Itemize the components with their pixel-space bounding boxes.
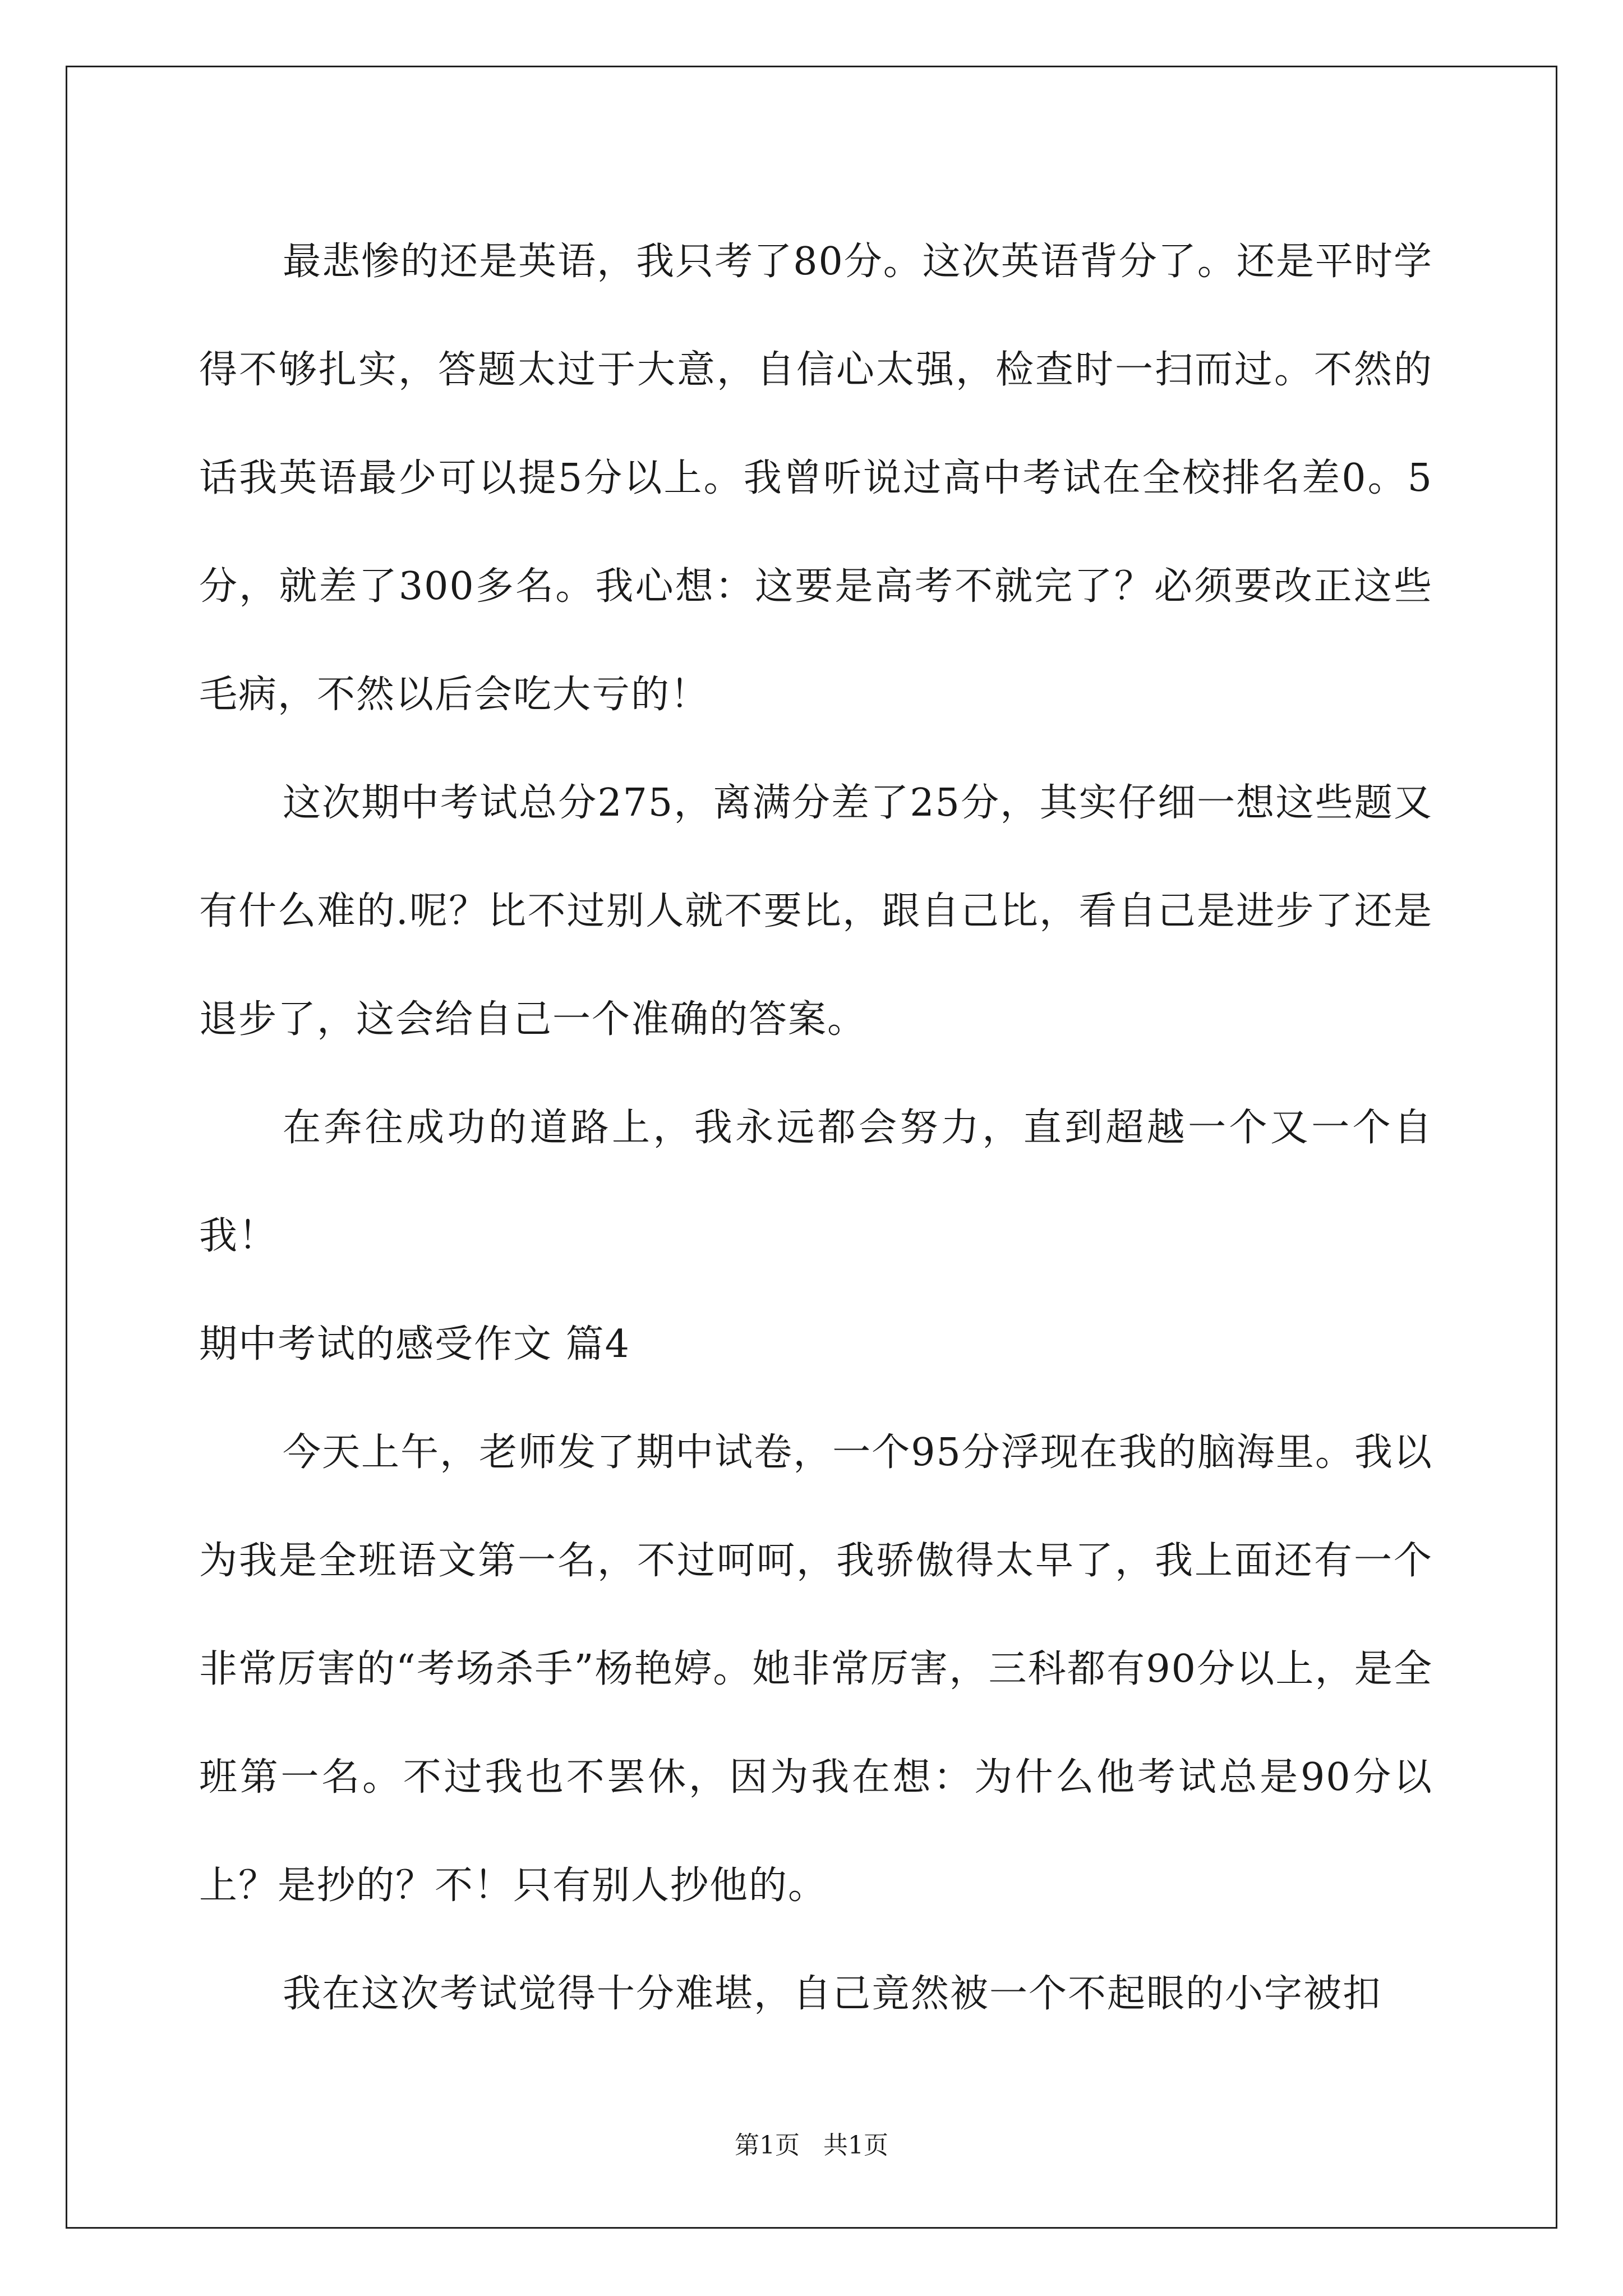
document-body — [199, 208, 1433, 2048]
paragraph-embarrassment: 我在这次考试觉得十分难堪，自己竟然被一个不起眼的小字被扣 — [283, 1972, 1382, 2016]
page-number-footer: 第1页 共1页 — [735, 2131, 888, 2160]
paragraph-total-score: 这次期中考试总分275，离满分差了25分，其实仔细一想这些题又有什么难的.呢？比不过别人就不要比，跟自己比，看自己是进步了还是退步了，这会给自己一个准确的答案。 — [199, 781, 1433, 1042]
paragraph-english-score: 最悲惨的还是英语，我只考了80分。这次英语背分了。还是平时学得不够扎实，答题太过于大意，自信心太强，检查时一扫而过。不然的话我英语最少可以提5分以上。我曾听说过高中考试在全校排名差0。5分，就差了300多名。我心想：这要是高考不就完了？必须要改正这些毛病，不然以后会吃大亏的！ — [199, 240, 1433, 717]
paragraph-exam-papers: 今天上午，老师发了期中试卷，一个95分浮现在我的脑海里。我以为我是全班语文第一名，不过呵呵，我骄傲得太早了，我上面还有一个非常厉害的“考场杀手”杨艳婷。她非常厉害，三科都有90分以上，是全班第一名。不过我也不罢休，因为我在想：为什么他考试总是90分以上？是抄的？不！只有别人抄他的。 — [199, 1430, 1433, 1908]
section-heading: 期中考试的感受作文 篇4 — [199, 1322, 630, 1366]
paragraph-success-road: 在奔往成功的道路上，我永远都会努力，直到超越一个又一个自我！ — [199, 1106, 1433, 1258]
